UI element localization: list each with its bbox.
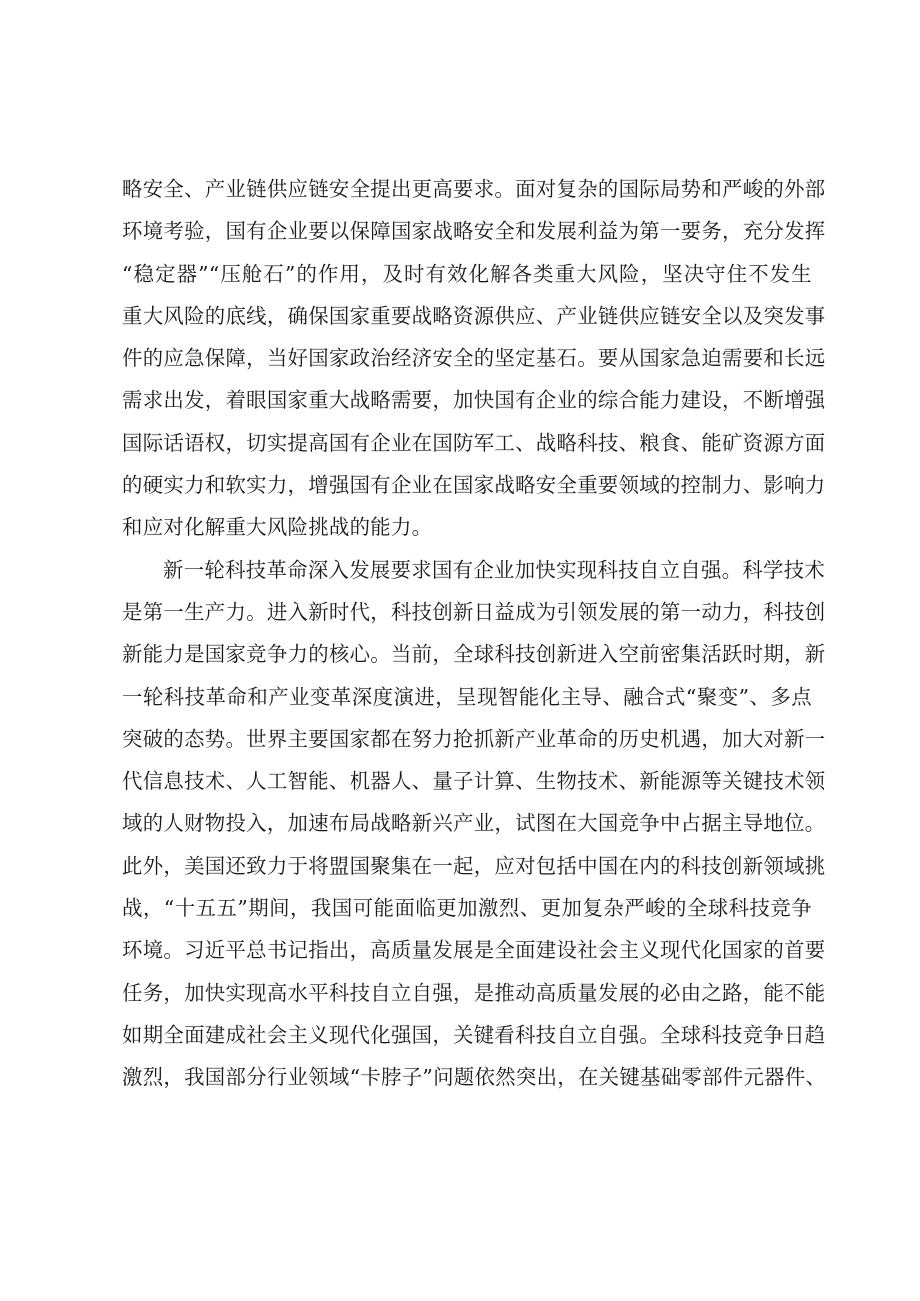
text-line: 是第一生产力。进入新时代，科技创新日益成为引领发展的第一动力，科技创 <box>122 599 826 624</box>
body-text <box>122 168 827 1099</box>
text-line: 新能力是国家竞争力的核心。当前，全球科技创新进入空前密集活跃时期，新 <box>122 642 826 667</box>
text-line: 此外，美国还致力于将盟国聚集在一起，应对包括中国在内的科技创新领域挑 <box>122 853 826 878</box>
text-line: 重大风险的底线，确保国家重要战略资源供应、产业链供应链安全以及突发事 <box>122 303 826 328</box>
text-line: 任务，加快实现高水平科技自立自强，是推动高质量发展的必由之路，能不能 <box>122 980 826 1005</box>
text-line: “稳定器”“压舱石”的作用，及时有效化解各类重大风险，坚决守住不发生 <box>122 261 812 286</box>
text-line: 如期全面建成社会主义现代化强国，关键看科技自立自强。全球科技竞争日趋 <box>122 1022 826 1047</box>
text-line: 新一轮科技革命深入发展要求国有企业加快实现科技自立自强。科学技术 <box>163 557 826 582</box>
text-line: 略安全、产业链供应链安全提出更高要求。面对复杂的国际局势和严峻的外部 <box>122 177 826 201</box>
text-line: 需求出发，着眼国家重大战略需要，加快国有企业的综合能力建设，不断增强 <box>122 388 826 413</box>
text-line: 域的人财物投入，加速布局战略新兴产业，试图在大国竞争中占据主导地位。 <box>122 811 826 836</box>
text-line: 激烈，我国部分行业领域“卡脖子”问题依然突出，在关键基础零部件元器件、 <box>122 1065 827 1090</box>
text-line: 一轮科技革命和产业变革深度演进，呈现智能化主导、融合式“聚变”、多点 <box>122 684 812 709</box>
text-line: 突破的态势。世界主要国家都在努力抢抓新产业革命的历史机遇，加大对新一 <box>122 726 826 751</box>
text-line: 环境。习近平总书记指出，高质量发展是全面建设社会主义现代化国家的首要 <box>122 938 826 963</box>
text-line: 的硬实力和软实力，增强国有企业在国家战略安全重要领域的控制力、影响力 <box>122 473 826 498</box>
text-line: 代信息技术、人工智能、机器人、量子计算、生物技术、新能源等关键技术领 <box>122 769 826 794</box>
text-line: 战，“十五五”期间，我国可能面临更加激烈、更加复杂严峻的全球科技竞争 <box>122 896 812 921</box>
text-line: 环境考验，国有企业要以保障国家战略安全和发展利益为第一要务，充分发挥 <box>122 219 826 244</box>
text-line: 件的应急保障，当好国家政治经济安全的坚定基石。要从国家急迫需要和长远 <box>122 346 826 371</box>
text-line: 国际话语权，切实提高国有企业在国防军工、战略科技、粮食、能矿资源方面 <box>122 430 826 455</box>
text-line: 和应对化解重大风险挑战的能力。 <box>122 515 433 540</box>
